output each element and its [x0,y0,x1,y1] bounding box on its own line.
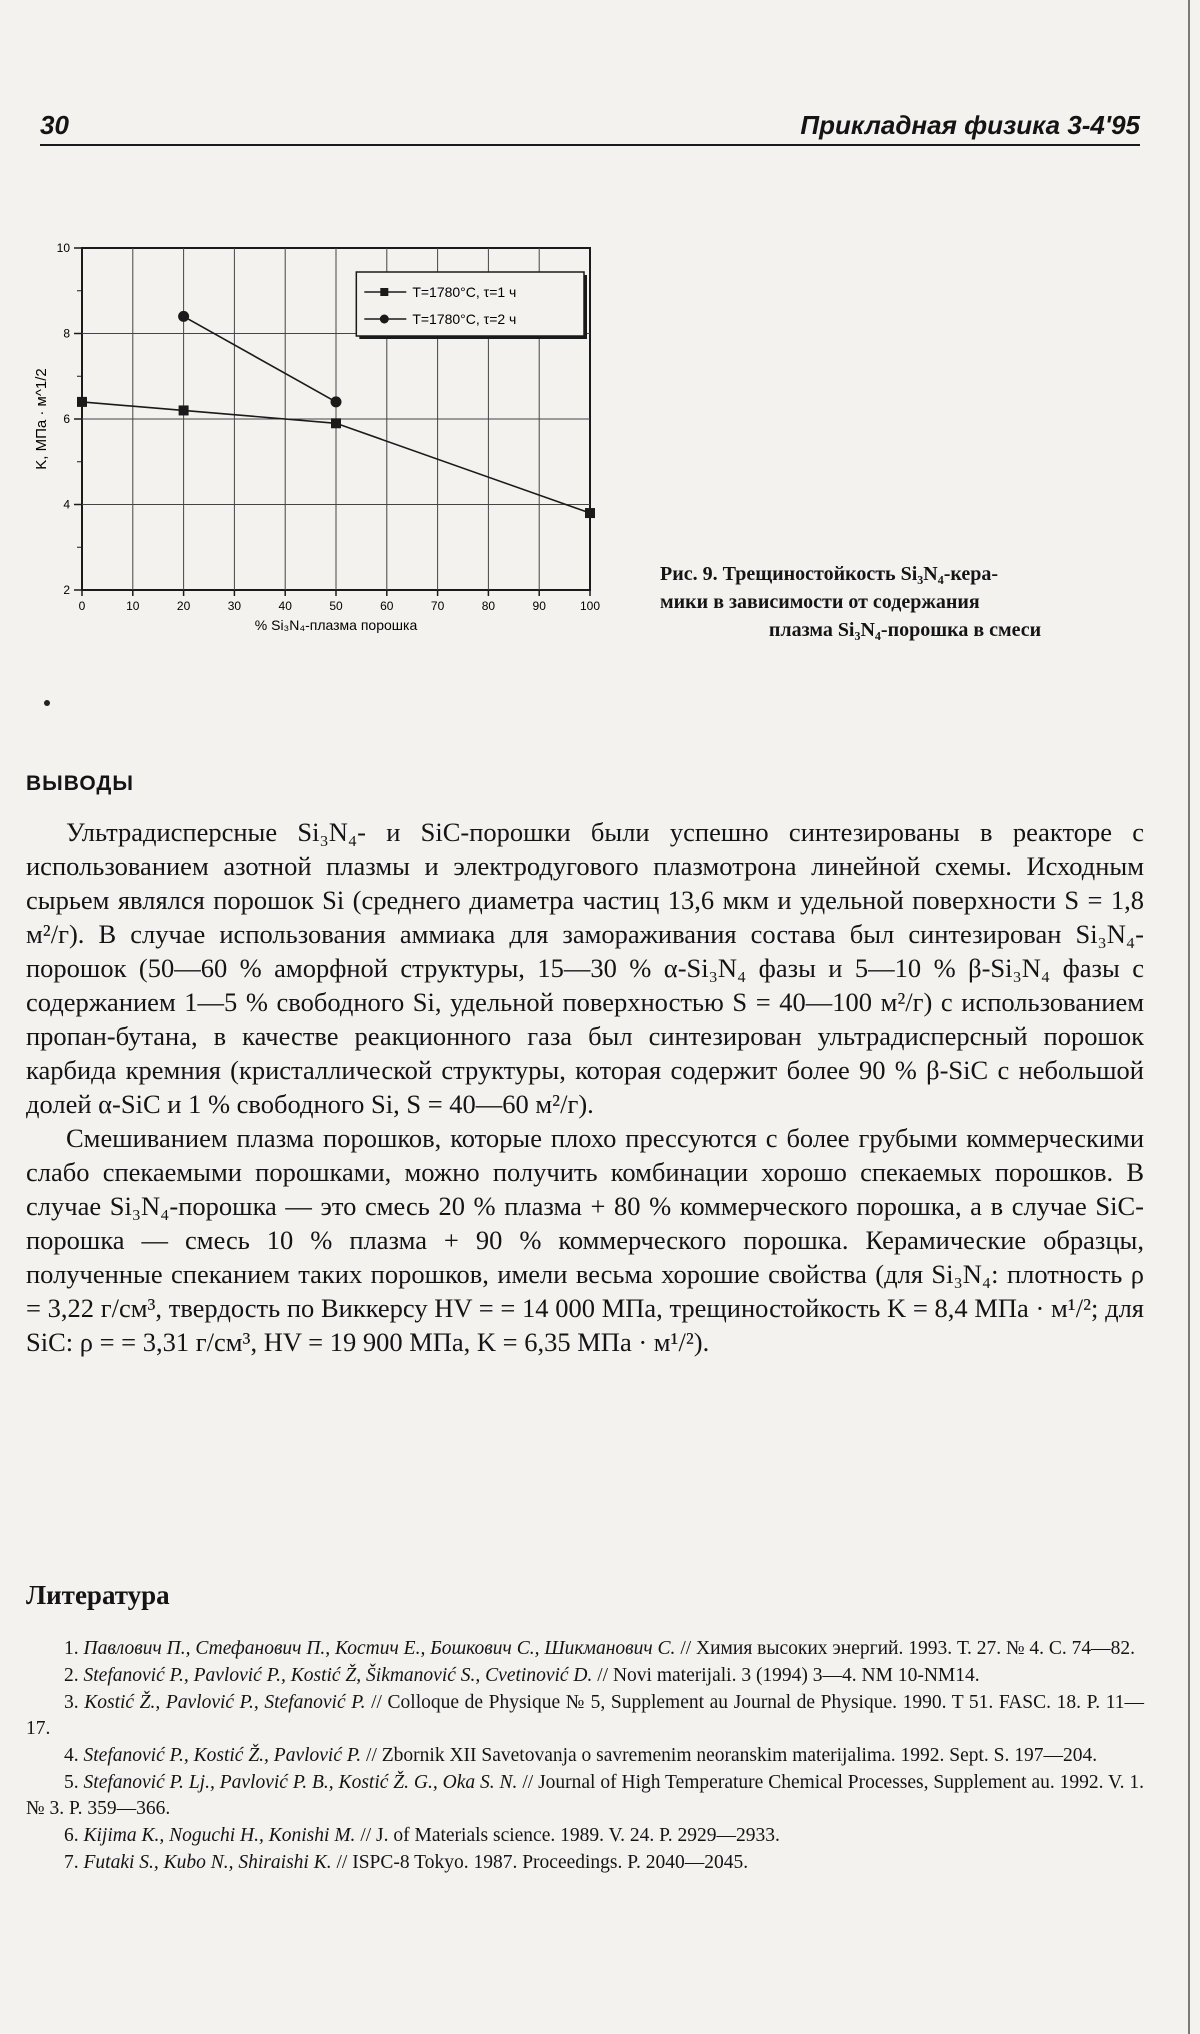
legend-marker-square [380,288,388,296]
references-list [26,1636,1144,1877]
legend-marker-circle [380,315,389,324]
reference-source: // Journal of High Temperature Chemical Processes, Supplement au. 1992. V. 1. № 3. P. 359—366. [26,1772,1145,1819]
caption-line-3: плазма Si₃N₄-порошка в смеси [768,619,1042,641]
reference-source: // Химия высоких энергий. 1993. Т. 27. № 4. С. 74—82. [675,1638,1136,1659]
caption-line-1: Рис. 9. Трещиностойкость Si₃N₄-кера- [660,563,999,585]
page-number: 30 [40,110,69,140]
data-point-circle [178,311,189,322]
stray-dot [44,700,50,706]
conclusions-body [26,815,1144,1359]
caption-line-2: мики в зависимости от содержания [660,591,980,613]
x-axis-label: % Si₃N₄-плазма порошка [254,617,418,633]
x-tick-label: 50 [329,599,343,613]
y-tick-label: 2 [63,583,70,597]
running-header [40,108,1140,146]
figure-caption [660,560,1150,644]
series-line-2 [184,316,336,402]
x-tick-label: 40 [278,599,292,613]
reference-authors: Futaki S., Kubo N., Shiraishi K. [83,1852,332,1873]
reference-authors: Stefanović P. Lj., Pavlović P. B., Kostić Ž. G., Oka S. N. [83,1772,518,1793]
data-point-square [331,418,341,428]
x-tick-label: 20 [176,599,191,613]
references-heading: Литература [26,1580,170,1610]
y-tick-label: 8 [63,326,70,341]
reference-number: 5. [64,1772,84,1793]
journal-title: Прикладная физика 3-4'95 [800,110,1140,140]
reference-item [26,1850,1144,1876]
reference-item [26,1770,1144,1822]
reference-item [26,1690,1144,1742]
y-tick-label: 10 [56,241,70,255]
reference-item [26,1663,1144,1689]
page-edge-line [1188,0,1190,2034]
conclusions-paragraph-2: Смешиванием плазма порошков, которые плохо прессуются с более грубыми коммерческими слабо спекаемыми порошками, можно получить комбинации хорошо спекаемых порошков. В случае Si₃N₄-порошка — это смесь 20 % плазма + 80 % коммерческого порошка, а в случае SiC-порошка — смесь 10 % плазма + 90 % коммерческого порошка. Керамические образцы, полученные спеканием таких порошков, имели весьма хорошие свойства (для Si₃N₄: плотность ρ = 3,22 г/см³, твердость по Виккерсу HV = = 14 000 МПа, трещиностойкость K = 8,4 МПа · м¹/²; для SiC: ρ = = 3,31 г/см³, HV = 19 900 МПа, K = 6,35 МПа · м¹/²). [26,1123,1144,1357]
chart-legend [356,272,587,339]
x-tick-label: 10 [126,599,140,613]
x-tick-label: 0 [78,599,86,613]
reference-item [26,1636,1144,1662]
reference-number: 1. [64,1638,84,1659]
reference-number: 2. [64,1665,84,1686]
reference-authors: Stefanović P., Kostić Ž., Pavlović P. [83,1745,362,1766]
x-tick-label: 100 [579,599,601,613]
data-point-square [585,508,595,518]
y-axis-label: K, МПа · м^1/2 [33,368,50,470]
conclusions-paragraph-1: Ультрадисперсные Si₃N₄- и SiC-порошки были успешно синтезированы в реакторе с использованием азотной плазмы и электродугового плазмотрона линейной схемы. Исходным сырьем являлся порошок Si (среднего диаметра частиц 13,6 мкм и удельной поверхности S = 1,8 м²/г). В случае использования аммиака для замораживания состава был синтезирован Si₃N₄-порошок (50—60 % аморфной структуры, 15—30 % α-Si₃N₄ фазы и 5—10 % β-Si₃N₄ фазы с содержанием 1—5 % свободного Si, удельной поверхностью S = 40—100 м²/г) с использованием пропан-бутана, в качестве реакционного газа был синтезирован ультрадисперсный порошок карбида кремния (кристаллической структуры, которая содержит более 90 % β-SiC с небольшой долей α-SiC и 1 % свободного Si, S = 40—60 м²/г). [26,817,1144,1119]
reference-authors: Kijima K., Noguchi H., Konishi M. [83,1825,356,1846]
reference-source: // J. of Materials science. 1989. V. 24. P. 2929—2933. [355,1825,780,1846]
x-tick-label: 80 [481,599,496,613]
fracture-toughness-chart [20,230,640,670]
reference-item [26,1823,1144,1849]
y-tick-label: 6 [63,412,70,426]
y-tick-label: 4 [63,497,70,512]
legend-label: T=1780°C, τ=2 ч [412,311,517,327]
legend-label: T=1780°C, τ=1 ч [412,284,517,300]
reference-item [26,1743,1144,1769]
x-tick-label: 30 [227,599,242,613]
data-point-square [179,405,189,415]
reference-source: // Colloque de Physique № 5, Supplement au Journal de Physique. 1990. T 51. FASC. 18. P. 11—17. [26,1692,1145,1739]
reference-source: // Zbornik XII Savetovanja o savremenim neoranskim materijalima. 1992. Sept. S. 197—204. [361,1745,1098,1766]
conclusions-heading: ВЫВОДЫ [26,772,134,795]
reference-number: 4. [64,1745,84,1766]
x-tick-label: 90 [532,599,546,613]
reference-number: 6. [64,1825,84,1846]
reference-source: // ISPC-8 Tokyo. 1987. Proceedings. P. 2040—2045. [331,1852,749,1873]
x-tick-label: 60 [380,599,394,613]
data-point-circle [331,396,342,407]
reference-number: 3. [64,1692,85,1713]
reference-number: 7. [64,1852,84,1873]
reference-authors: Stefanović P., Pavlović P., Kostić Ž, Šikmanović S., Cvetinović D. [83,1665,593,1686]
reference-source: // Novi materijali. 3 (1994) 3—4. NM 10-NM14. [592,1665,980,1686]
data-point-square [77,397,87,407]
reference-authors: Павлович П., Стефанович П., Костич Е., Бошкович С., Шикманович С. [83,1638,676,1659]
x-tick-label: 70 [430,599,445,613]
reference-authors: Kostić Ž., Pavlović P., Stefanović P. [84,1692,366,1713]
